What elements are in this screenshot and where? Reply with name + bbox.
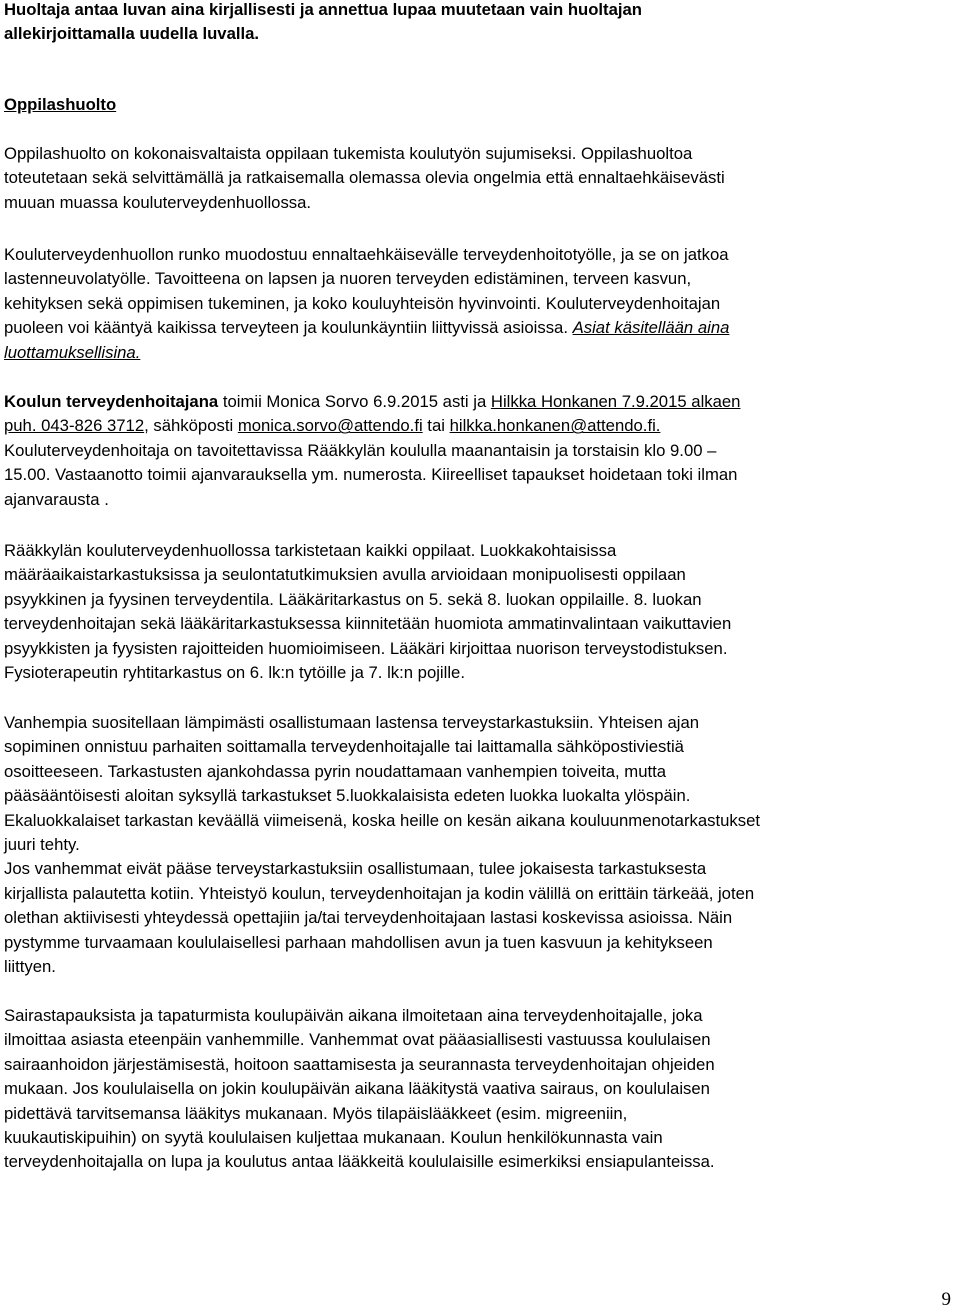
text-line	[4, 390, 740, 414]
text-line: määräaikaistarkastuksissa ja seulontatutkimuksien avulla arvioidaan monipuolisesti oppilaan	[4, 565, 686, 585]
text-line: 15.00. Vastaanotto toimii ajanvarauksella ym. numerosta. Kiireelliset tapaukset hoidetaan toki ilman	[4, 465, 738, 485]
text-line: ajanvarausta .	[4, 489, 109, 509]
text-line: psyykkinen ja fyysinen terveydentila. Lääkäritarkastus on 5. sekä 8. luokan oppilaille. 8. luokan	[4, 589, 702, 609]
text-line: pidettävä tarvitsemansa lääkitys mukanaan. Myös tilapäislääkkeet (esim. migreeniin,	[4, 1103, 628, 1123]
paragraph-overview	[4, 142, 725, 215]
paragraph-examinations	[4, 539, 731, 685]
text-line	[4, 414, 740, 438]
text-line: kirjallista palautetta kotiin. Yhteistyö koulun, terveydenhoitajan ja kodin välillä on erittäin tärkeää, joten	[4, 883, 755, 903]
intro-line-1: Huoltaja antaa luvan aina kirjallisesti ja annettua lupaa muutetaan vain huoltajan	[4, 0, 643, 19]
text-line: ilmoittaa asiasta eteenpäin vanhemmille. Vanhemmat ovat pääasiallisesti vastuussa koululaisen	[4, 1030, 711, 1050]
email-link-honkanen[interactable]: hilkka.honkanen@attendo.fi.	[449, 416, 661, 436]
confidential-emphasis: Asiat käsitellään aina	[572, 318, 730, 338]
text-line: terveydenhoitajan sekä lääkäritarkastuksessa kiinnitetään huomiota ammatinvalintaan vaikuttavien	[4, 614, 732, 634]
text-line: lastenneuvolatyölle. Tavoitteena on lapsen ja nuoren terveyden edistäminen, terveen kasvun,	[4, 269, 692, 289]
section-heading: Oppilashuolto	[4, 95, 117, 114]
text-line: olethan aktiivisesti yhteydessä opettajiin ja/tai terveydenhoitajaan lastasi koskevissa asioissa. Näin	[4, 908, 733, 928]
paragraph-nurse-contact	[4, 390, 740, 512]
text-line: liittyen.	[4, 957, 56, 977]
text-line: juuri tehty.	[4, 835, 80, 855]
text-line: muuan muassa kouluterveydenhuollossa.	[4, 192, 312, 212]
text-fragment: tai	[422, 416, 450, 436]
nurse-name-link[interactable]: Hilkka Honkanen 7.9.2015 alkaen	[490, 392, 741, 411]
text-line: toteutetaan sekä selvittämällä ja ratkaisemalla olemassa olevia ongelmia että ennaltaehkäisevästi	[4, 168, 725, 188]
phone-link[interactable]: puh. 043-826 3712	[4, 416, 145, 436]
intro-line-2: allekirjoittamalla uudella luvalla.	[4, 24, 260, 44]
text-line: psyykkisten ja fyysisten rajoitteiden huomioimiseen. Lääkäri kirjoittaa nuorison terveystodistuksen.	[4, 638, 728, 658]
text-line: Jos vanhemmat eivät pääse terveystarkastuksiin osallistumaan, tulee jokaisesta tarkastuksesta	[4, 859, 707, 879]
text-line: Fysioterapeutin ryhtitarkastus on 6. lk:n tytöille ja 7. lk:n pojille.	[4, 663, 465, 683]
text-line: sairaanhoidon järjestämisestä, hoitoon saattamisesta ja seurannasta terveydenhoitajan ohjeiden	[4, 1054, 715, 1074]
text-fragment: , sähköposti	[144, 416, 238, 436]
paragraph-parents	[4, 711, 760, 979]
text-line: Oppilashuolto on kokonaisvaltaista oppilaan tukemista koulutyön sujumiseksi. Oppilashuoltoa	[4, 144, 693, 163]
text-line: Kouluterveydenhoitaja on tavoitettavissa Rääkkylän koululla maanantaisin ja torstaisin klo 9.00 –	[4, 440, 717, 460]
text-line: Vanhempia suositellaan lämpimästi osallistumaan lastensa terveystarkastuksiin. Yhteisen ajan	[4, 713, 700, 732]
text-line: terveydenhoitajalla on lupa ja koulutus antaa lääkkeitä koululaisille esimerkiksi ensiapulanteissa.	[4, 1152, 715, 1172]
text-line: Sairastapauksista ja tapaturmista koulupäivän aikana ilmoitetaan aina terveydenhoitajalle, joka	[4, 1006, 703, 1025]
text-line: kuukautiskipuihin) on syytä koululaisen kuljettaa mukanaan. Koulun henkilökunnasta vain	[4, 1128, 663, 1148]
text-line: Kouluterveydenhuollon runko muodostuu ennaltaehkäisevälle terveydenhoitotyölle, ja se on jatkoa	[4, 245, 729, 264]
email-link-sorvo[interactable]: monica.sorvo@attendo.fi	[237, 416, 423, 436]
text-line: mukaan. Jos koululaisella on jokin koulupäivän aikana lääkitystä vaativa sairaus, on koululaisen	[4, 1079, 710, 1099]
text-fragment: toimii Monica Sorvo 6.9.2015 asti ja	[218, 392, 491, 411]
paragraph-illness-medication	[4, 1004, 715, 1175]
text-line: osoitteeseen. Tarkastusten ajankohdassa pyrin noudattamaan vanhempien toiveita, mutta	[4, 761, 667, 781]
text-line: pystymme turvaamaan koululaisellesi parhaan mahdollisen avun ja tuen kasvuun ja kehitykseen	[4, 932, 713, 952]
paragraph-school-health-care	[4, 243, 729, 365]
confidential-emphasis: luottamuksellisina.	[4, 342, 141, 362]
text-line: pääsääntöisesti aloitan syksyllä tarkastukset 5.luokkalaisista edeten luokka luokalta ylöspäin.	[4, 786, 691, 806]
nurse-role-label: Koulun terveydenhoitajana	[4, 392, 219, 411]
intro-paragraph	[4, 0, 642, 47]
text-fragment: puoleen voi kääntyä kaikissa terveyteen ja koulunkäyntiin liittyvissä asioissa.	[4, 318, 573, 338]
text-line: kehityksen sekä oppimisen tukeminen, ja koko kouluyhteisön hyvinvointi. Kouluterveydenhoitajan	[4, 293, 721, 313]
text-line	[4, 316, 729, 340]
text-line: Rääkkylän kouluterveydenhuollossa tarkistetaan kaikki oppilaat. Luokkakohtaisissa	[4, 541, 617, 560]
text-line: Ekaluokkalaiset tarkastan keväällä viimeisenä, koska heille on kesän aikana kouluunmenotarkastukset	[4, 810, 760, 830]
page-number: 9	[941, 1289, 951, 1310]
text-line: sopiminen onnistuu parhaiten soittamalla terveydenhoitajalle tai laittamalla sähköpostiviestiä	[4, 737, 684, 757]
